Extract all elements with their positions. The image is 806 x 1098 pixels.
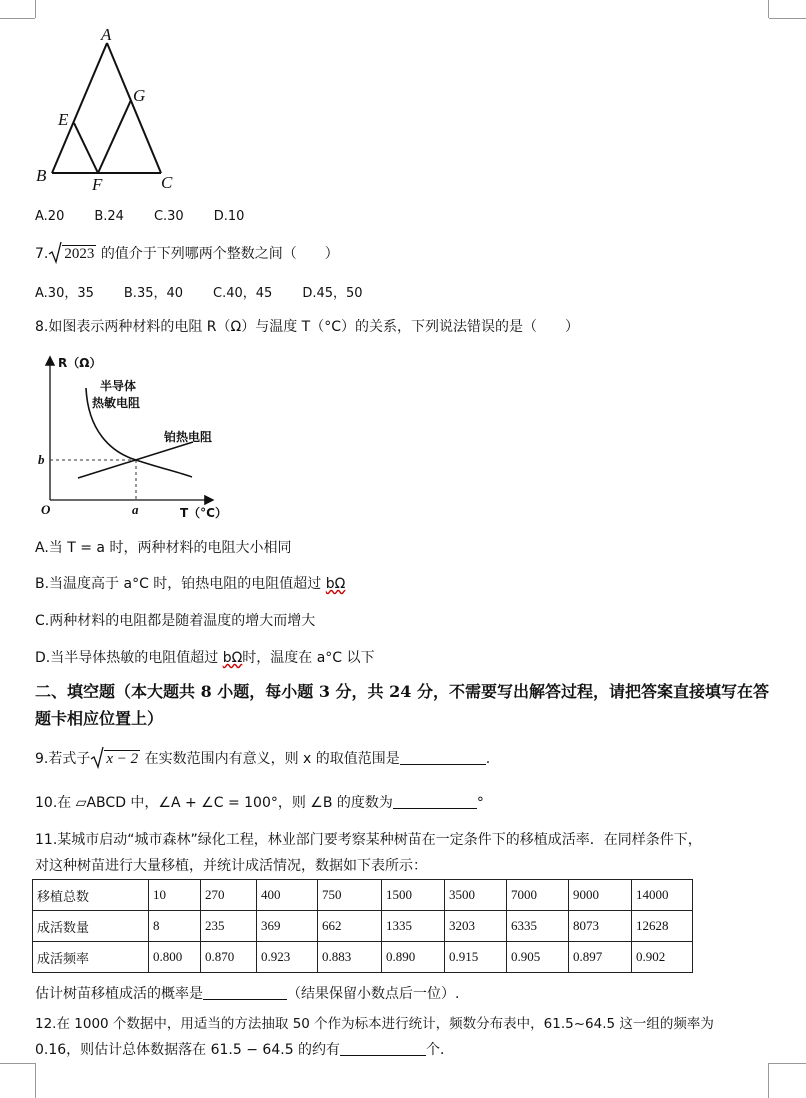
table-cell: 6335: [507, 911, 569, 942]
q11-answer-blank[interactable]: [203, 985, 287, 1000]
q12-line2: [35, 1039, 454, 1059]
sqrt-icon: [90, 745, 104, 769]
table-cell: 3203: [445, 911, 507, 942]
y-axis-label: R（Ω）: [58, 356, 102, 370]
table-cell: 270: [201, 880, 257, 911]
q6-options: [35, 208, 274, 224]
q8-option-b[interactable]: [35, 573, 345, 593]
q10-question: [35, 792, 484, 812]
a-label: a: [132, 502, 139, 517]
q7-option-b[interactable]: B.35，40: [123, 286, 184, 301]
segment-ab: [52, 43, 107, 173]
q11-line2: 对这种树苗进行大量移植，并统计成活情况，数据如下表所示：: [35, 858, 427, 874]
crop-mark: [769, 1063, 806, 1064]
table-cell: 10: [149, 880, 201, 911]
q9-question: [35, 745, 490, 769]
label-g: G: [133, 86, 146, 105]
table-cell: 400: [257, 880, 318, 911]
q7-option-c[interactable]: C.40，45: [213, 286, 273, 301]
platinum-label: 铂热电阻: [164, 430, 213, 444]
label-f: F: [92, 175, 103, 194]
q8-option-d-unit: bΩ: [222, 650, 243, 666]
resistance-graph: [30, 350, 230, 525]
semiconductor-label-2: 热敏电阻: [92, 396, 141, 410]
q10-text: 10.在 ▱ABCD 中，∠A + ∠C = 100°，则 ∠B 的度数为: [35, 795, 393, 811]
table-cell: 662: [318, 911, 382, 942]
row-header: 成活频率: [33, 942, 149, 973]
q8-option-a[interactable]: A.当 T = a 时，两种材料的电阻大小相同: [35, 540, 292, 556]
table-cell: 235: [201, 911, 257, 942]
crop-mark: [0, 1063, 35, 1064]
q8-option-d-tail: 时，温度在 a°C 以下: [242, 650, 375, 666]
q11-estimate-text: 估计树苗移植成活的概率是: [35, 986, 203, 1002]
q9-end: .: [485, 751, 491, 767]
q6-option-d[interactable]: D.10: [213, 209, 245, 224]
label-a: A: [101, 25, 112, 44]
q8-option-b-text: B.当温度高于 a°C 时，铂热电阻的电阻值超过: [35, 576, 326, 592]
q6-option-b[interactable]: B.24: [94, 209, 124, 224]
table-cell: 8073: [569, 911, 632, 942]
q9-text-post: 在实数范围内有意义，则 x 的取值范围是: [144, 751, 400, 767]
table-cell: 0.915: [445, 942, 507, 973]
crop-mark: [768, 1063, 769, 1098]
semiconductor-label-1: 半导体: [100, 379, 137, 393]
row-header: 移植总数: [33, 880, 149, 911]
segment-ac: [107, 43, 161, 173]
table-cell: 7000: [507, 880, 569, 911]
q11-estimate-note: （结果保留小数点后一位）.: [287, 986, 460, 1002]
q12-line1: 12.在 1000 个数据中，用适当的方法抽取 50 个作为标本进行统计，频数分布表中，61.5~64.5 这一组的频率为: [35, 1016, 714, 1032]
q7-options: [35, 282, 393, 301]
q11-estimate: [35, 983, 459, 1003]
table-row: [33, 911, 693, 942]
q7-option-a[interactable]: A.30，35: [35, 286, 94, 301]
table-row: [33, 880, 693, 911]
q8-question: 8.如图表示两种材料的电阻 R（Ω）与温度 T（°C）的关系，下列说法错误的是（ ）: [35, 319, 580, 335]
origin-label: O: [41, 502, 51, 517]
label-c: C: [161, 173, 173, 192]
table-cell: 14000: [632, 880, 693, 911]
sqrt-icon: [48, 240, 62, 264]
q6-option-a[interactable]: A.20: [35, 209, 65, 224]
q12-answer-blank[interactable]: [340, 1041, 426, 1056]
table-cell: 750: [318, 880, 382, 911]
label-e: E: [58, 110, 69, 129]
q10-degree: °: [476, 795, 484, 811]
segment-ef: [74, 123, 98, 173]
table-cell: 1500: [382, 880, 445, 911]
label-b: B: [36, 166, 47, 185]
table-row: [33, 942, 693, 973]
triangle-figure: [30, 25, 180, 195]
crop-mark: [769, 18, 806, 19]
q9-radicand: x − 2: [106, 751, 139, 767]
table-cell: 0.890: [382, 942, 445, 973]
q7-option-d[interactable]: D.45，50: [302, 286, 363, 301]
crop-mark: [0, 18, 35, 19]
q8-option-c[interactable]: C.两种材料的电阻都是随着温度的增大而增大: [35, 613, 316, 629]
q10-answer-blank[interactable]: [393, 794, 477, 809]
table-cell: 0.800: [149, 942, 201, 973]
table-cell: 1335: [382, 911, 445, 942]
q8-option-b-unit: bΩ: [325, 576, 346, 592]
q8-option-d[interactable]: [35, 647, 375, 667]
q7-radicand: 2023: [64, 246, 95, 262]
q6-option-c[interactable]: C.30: [153, 209, 184, 224]
table-cell: 0.897: [569, 942, 632, 973]
q12-end: 个．: [426, 1042, 455, 1058]
table-cell: 12628: [632, 911, 693, 942]
q7-number: 7.: [35, 246, 49, 262]
crop-mark: [768, 0, 769, 18]
table-cell: 0.923: [257, 942, 318, 973]
x-axis-label: T（°C）: [180, 506, 227, 520]
table-cell: 0.902: [632, 942, 693, 973]
b-label: b: [38, 452, 45, 467]
table-cell: 0.870: [201, 942, 257, 973]
q9-text-pre: 9.若式子: [35, 751, 91, 767]
segment-fg: [98, 100, 131, 173]
q8-option-d-text: D.当半导体热敏的电阻值超过: [35, 650, 223, 666]
table-cell: 369: [257, 911, 318, 942]
table-cell: 3500: [445, 880, 507, 911]
q11-line1: 11.某城市启动“城市森林”绿化工程，林业部门要考察某种树苗在一定条件下的移植成活率．在同样条件下，: [35, 832, 702, 848]
row-header: 成活数量: [33, 911, 149, 942]
table-cell: 0.883: [318, 942, 382, 973]
crop-mark: [35, 1063, 36, 1098]
q9-answer-blank[interactable]: [400, 750, 486, 765]
q12-text: 0.16，则估计总体数据落在 61.5 − 64.5 的约有: [35, 1042, 341, 1058]
table-cell: 8: [149, 911, 201, 942]
q7-text: 的值介于下列哪两个整数之间（ ）: [100, 246, 339, 262]
table-cell: 0.905: [507, 942, 569, 973]
q7-question: [35, 240, 339, 264]
crop-mark: [35, 0, 36, 18]
survival-table: [32, 879, 693, 973]
section-heading: 二、填空题（本大题共 8 小题，每小题 3 分，共 24 分，不需要写出解答过程，请把答案直接填写在答题卡相应位置上）: [35, 682, 769, 728]
table-cell: 9000: [569, 880, 632, 911]
